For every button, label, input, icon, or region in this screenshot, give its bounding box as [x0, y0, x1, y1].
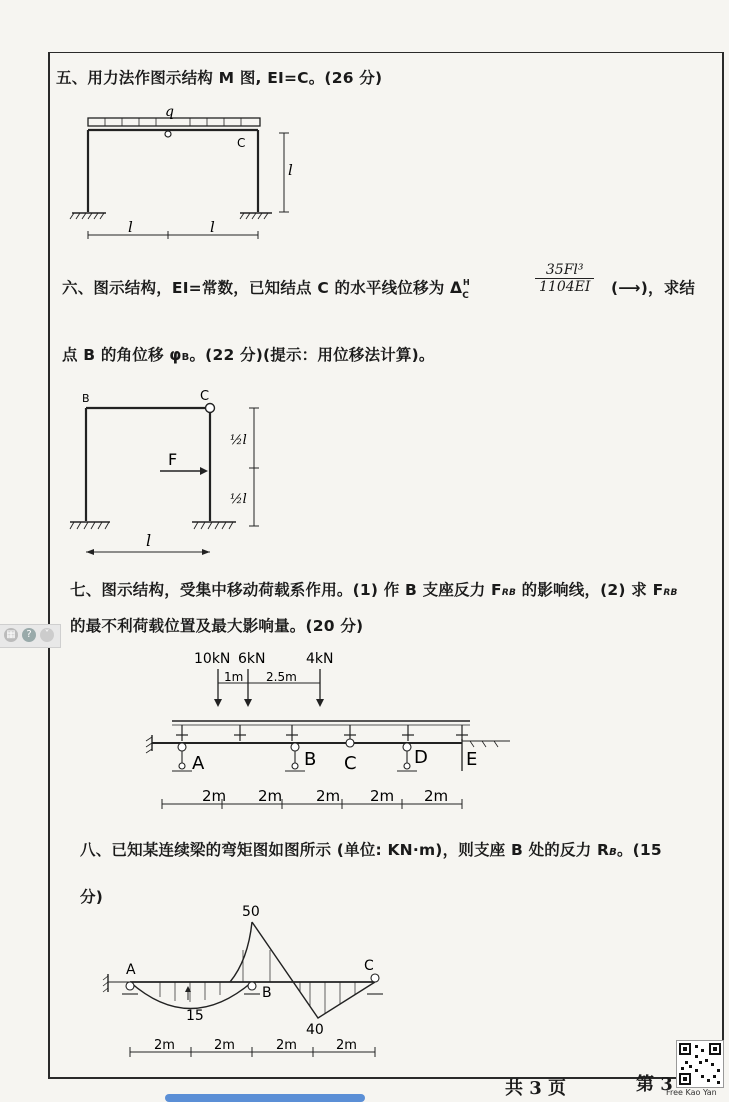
- fig7-support-e: E: [466, 749, 478, 770]
- fig8-point-c: C: [364, 958, 374, 974]
- qr-code-icon: [676, 1040, 724, 1088]
- viewer-side-toolbar[interactable]: [0, 624, 61, 648]
- figure-8-moment-diagram: [100, 900, 400, 1070]
- fig6-node-c: C: [200, 389, 210, 404]
- fig5-load-label: q: [165, 104, 174, 120]
- fig6-force-label: F: [168, 450, 178, 469]
- fig7-span-3: 2m: [316, 787, 341, 805]
- fig5-height-label: l: [288, 161, 293, 179]
- fig7-span-2: 2m: [258, 787, 283, 805]
- fig7-support-b: B: [304, 749, 317, 770]
- fig8-span-4: 2m: [336, 1038, 357, 1053]
- q6-fraction: [535, 262, 594, 295]
- fig8-moment-50: 50: [242, 904, 260, 920]
- fig5-node-c: C: [237, 136, 246, 150]
- figure-6-frame: [60, 388, 280, 558]
- q6-text-pre: 六、图示结构，EI=常数，已知结点 C 的水平线位移为 Δ: [62, 279, 463, 297]
- q6-delta-sup: H: [463, 278, 470, 287]
- fig7-spacing-1: 1m: [224, 670, 244, 684]
- footer-total-pages: 共 3 页: [505, 1078, 567, 1099]
- question-7-line2: 的最不利荷载位置及最大影响量。(20 分): [70, 617, 364, 635]
- fig8-span-1: 2m: [154, 1038, 175, 1053]
- question-6-line1: [62, 276, 476, 301]
- fig6-node-b: B: [82, 392, 90, 405]
- q8-text: 八、已知某连续梁的弯矩图如图所示 (单位: KN·m)，则支座 B 处的反力 R: [80, 841, 610, 859]
- viewer-bottom-bar[interactable]: [165, 1094, 365, 1102]
- q6-delta-sub: C: [462, 291, 470, 301]
- q6-arrow: (⟶): [611, 279, 648, 297]
- q8-rb-sub: B: [609, 847, 617, 858]
- question-5-text: 五、用力法作图示结构 M 图, EI=C。(26 分): [56, 69, 383, 87]
- figure-7-beam: [140, 645, 520, 815]
- fig6-half-top: ½l: [230, 433, 247, 448]
- footer-page-number: 第 3: [636, 1074, 673, 1095]
- q6-line2-post: 。(22 分)(提示：用位移法计算)。: [189, 346, 435, 364]
- question-7-line1: [70, 578, 678, 600]
- grid-icon[interactable]: ▦: [4, 628, 18, 642]
- fig7-span-1: 2m: [202, 787, 227, 805]
- fig7-support-a: A: [192, 753, 205, 774]
- fig7-support-d: D: [414, 747, 428, 768]
- q6-line2-text: 点 B 的角位移 φ: [62, 346, 182, 364]
- fig7-span-5: 2m: [424, 787, 449, 805]
- fig6-half-bot: ½l: [230, 492, 247, 507]
- fig7-load-3: 4kN: [306, 651, 334, 667]
- q6-text-post: ，求结: [648, 279, 696, 297]
- fig6-span: l: [146, 531, 152, 550]
- q6-fraction-numerator: 35Fl³: [535, 262, 594, 279]
- q8-text-post: 。(15: [616, 841, 662, 859]
- fig7-load-2: 6kN: [238, 651, 266, 667]
- question-6-line2: [62, 343, 435, 365]
- question-8-line2: 分): [80, 888, 103, 906]
- q6-fraction-denominator: 1104EI: [539, 279, 591, 295]
- fig7-spacing-2: 2.5m: [266, 670, 297, 684]
- fig7-span-4: 2m: [370, 787, 395, 805]
- fig8-point-b: B: [262, 985, 272, 1001]
- fig8-moment-15: 15: [186, 1008, 204, 1024]
- q7-frb-sub: RB: [501, 588, 517, 598]
- fig8-span-3: 2m: [276, 1038, 297, 1053]
- fig7-support-c: C: [344, 753, 357, 774]
- question-6-line1-post: [611, 276, 695, 298]
- help-icon[interactable]: ?: [22, 628, 36, 642]
- q6-phi-sub: B: [181, 352, 190, 363]
- q7-text-b: 的影响线，(2) 求 F: [516, 581, 664, 599]
- fig8-moment-40: 40: [306, 1022, 324, 1038]
- q7-text-a: 七、图示结构，受集中移动荷载系作用。(1) 作 B 支座反力 F: [70, 581, 502, 599]
- q7-frb-sub2: RB: [663, 588, 678, 598]
- fig8-point-a: A: [126, 962, 136, 978]
- fig7-load-1: 10kN: [194, 651, 231, 667]
- question-8-line1: [80, 838, 662, 860]
- chevron-down-icon[interactable]: ˅: [40, 628, 54, 642]
- figure-5-frame: [60, 100, 320, 250]
- fig5-span1: l: [128, 218, 133, 236]
- fig8-span-2: 2m: [214, 1038, 235, 1053]
- fig5-span2: l: [210, 218, 215, 236]
- watermark-label: Free Kao Yan: [666, 1088, 717, 1097]
